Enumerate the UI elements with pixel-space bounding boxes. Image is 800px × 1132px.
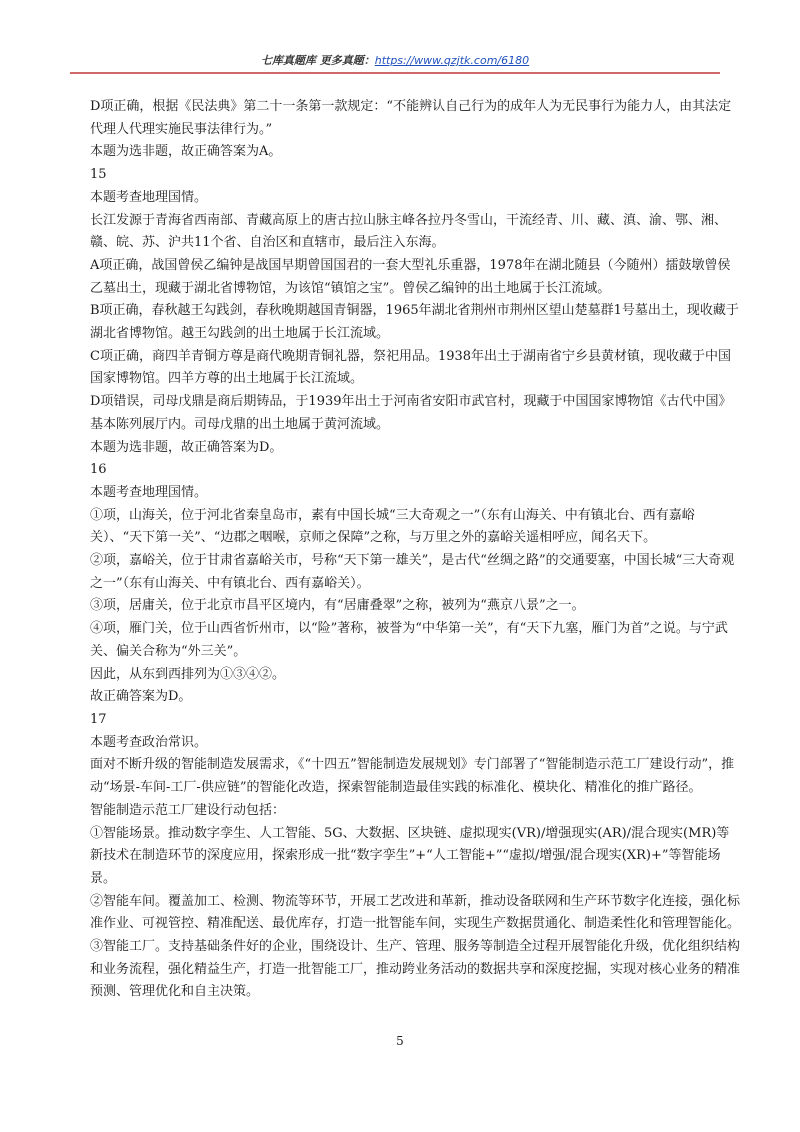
document-body (90, 96, 742, 1004)
paragraph: D项正确，根据《民法典》第二十一条第一款规定：“不能辨认自己行为的成年人为无民事行为能力人，由其法定代理人代理实施民事法律行为。” (90, 99, 732, 137)
paragraph: B项正确，春秋越王勾践剑，春秋晚期越国青铜器，1965年湖北省荆州市荆州区望山楚墓群1号墓出土，现收藏于湖北省博物馆。越王勾践剑的出土地属于长江流域。 (90, 303, 739, 342)
header-link[interactable]: https://www.qzjtk.com/6180 (374, 54, 530, 67)
question-number: 15 (90, 167, 107, 183)
paragraph: 本题为选非题，故正确答案为A。 (90, 144, 282, 160)
page-number: 5 (396, 1034, 404, 1048)
header-site-name: 七库真题库 更多真题： (260, 54, 375, 67)
paragraph: 本题考查政治常识。 (90, 734, 208, 750)
paragraph: ④项，雁门关，位于山西省忻州市，以“险”著称，被誉为“中华第一关”，有“天下九塞，雁门为首”之说。与宁武关、偏关合称为“外三关”。 (90, 621, 728, 659)
paragraph: 因此，从东到西排列为①③④②。 (90, 666, 286, 682)
paragraph: 本题为选非题，故正确答案为D。 (90, 439, 283, 455)
paragraph: ③智能工厂。支持基础条件好的企业，围绕设计、生产、管理、服务等制造全过程开展智能化升级，优化组织结构和业务流程，强化精益生产，打造一批智能工厂，推动跨业务活动的数据共享和深度挖掘，实现对核心业务的精准预测、管理优化和自主决策。 (90, 939, 741, 1000)
paragraph: 面对不断升级的智能制造发展需求，《“十四五”智能制造发展规划》专门部署了“智能制造示范工厂建设行动”，推动“场景-车间-工厂-供应链”的智能化改造，探索智能制造最佳实践的标准化、模块化、精准化的推广路径。 (90, 757, 735, 796)
paragraph: 长江发源于青海省西南部、青藏高原上的唐古拉山脉主峰各拉丹冬雪山，干流经青、川、藏、滇、渝、鄂、湘、赣、皖、苏、沪共11个省、自治区和直辖市，最后注入东海。 (90, 212, 728, 251)
paragraph: 本题考查地理国情。 (90, 189, 208, 205)
paragraph: 本题考查地理国情。 (90, 484, 208, 500)
question-number: 17 (90, 711, 107, 727)
header-divider (70, 72, 720, 74)
paragraph: ①项，山海关，位于河北省秦皇岛市，素有中国长城“三大奇观之一”（东有山海关、中有镇北台、西有嘉峪关）、“天下第一关”、“边郡之咽喉，京师之保障”之称，与万里之外的嘉峪关遥相呼应，闻名天下。 (90, 507, 695, 546)
paragraph: ②智能车间。覆盖加工、检测、物流等环节，开展工艺改进和革新，推动设备联网和生产环节数字化连接，强化标准作业、可视管控、精准配送、最优库存，打造一批智能车间，实现生产数据贯通化、制造柔性化和管理智能化。 (90, 893, 741, 932)
paragraph: 故正确答案为D。 (90, 689, 192, 705)
paragraph: A项正确，战国曾侯乙编钟是战国早期曾国国君的一套大型礼乐重器，1978年在湖北随县（今随州）擂鼓墩曾侯乙墓出土，现藏于湖北省博物馆，为该馆“镇馆之宝”。曾侯乙编钟的出土地属于长江流域。 (90, 257, 731, 296)
paragraph: ②项，嘉峪关，位于甘肃省嘉峪关市，号称“天下第一雄关”，是古代“丝绸之路”的交通要塞，中国长城“三大奇观之一”（东有山海关、中有镇北台、西有嘉峪关）。 (90, 553, 735, 591)
paragraph: ①智能场景。推动数字孪生、人工智能、5G、大数据、区块链、虚拟现实(VR)/增强现实(AR)/混合现实(MR)等新技术在制造环节的深度应用，探索形成一批“数字孪生”+“人工智能+”“虚拟/增强/混合现实(XR)+”等智能场景。 (90, 825, 730, 886)
page-header (70, 52, 720, 68)
paragraph: C项正确，商四羊青铜方尊是商代晚期青铜礼器，祭祀用品。1938年出土于湖南省宁乡县黄材镇，现收藏于中国国家博物馆。四羊方尊的出土地属于长江流域。 (90, 348, 732, 387)
paragraph: ③项，居庸关，位于北京市昌平区境内，有“居庸叠翠”之称，被列为“燕京八景”之一。 (90, 598, 585, 614)
question-number: 16 (90, 462, 107, 478)
paragraph: 智能制造示范工厂建设行动包括： (90, 802, 286, 818)
paragraph: D项错误，司母戊鼎是商后期铸品，于1939年出土于河南省安阳市武官村，现藏于中国国家博物馆《古代中国》基本陈列展厅内。司母戊鼎的出土地属于黄河流域。 (90, 394, 732, 432)
